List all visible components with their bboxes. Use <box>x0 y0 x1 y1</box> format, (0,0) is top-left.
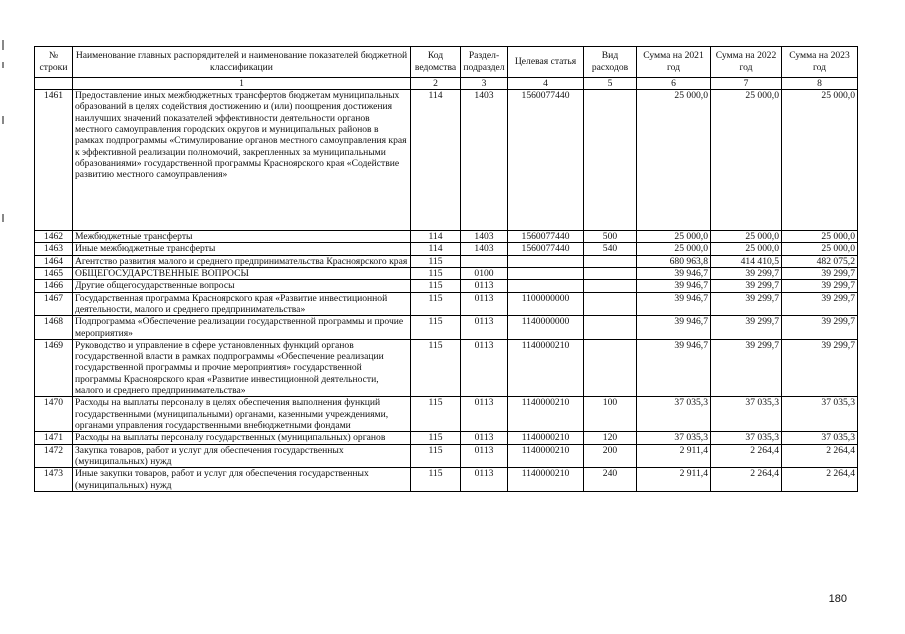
table-row <box>35 397 858 432</box>
table-row <box>35 267 858 279</box>
row-section: 0113 <box>461 397 508 432</box>
row-name: Другие общегосударственные вопросы <box>73 280 411 292</box>
table-row <box>35 90 858 231</box>
row-sum-2023: 25 000,0 <box>782 243 858 255</box>
row-section: 0113 <box>461 339 508 397</box>
row-expense-type: 100 <box>584 397 637 432</box>
column-number: 4 <box>508 78 584 90</box>
row-expense-type <box>584 316 637 340</box>
column-number: 8 <box>782 78 858 90</box>
row-sum-2023: 39 299,7 <box>782 267 858 279</box>
table-row <box>35 316 858 340</box>
row-name: Иные межбюджетные трансферты <box>73 243 411 255</box>
row-name: Иные закупки товаров, работ и услуг для обеспечения государственных (муниципальных) нужд <box>73 468 411 492</box>
row-target-article: 1140000210 <box>508 397 584 432</box>
row-sum-2021: 25 000,0 <box>637 90 711 231</box>
header-name: Наименование главных распорядителей и наименование показателей бюджетной классификации <box>73 47 411 78</box>
row-name: Расходы на выплаты персоналу в целях обеспечения выполнения функций государственными (муниципальными) органами, казенными учреждениями, органами управления государственными внебюджетными фондами <box>73 397 411 432</box>
row-expense-type: 240 <box>584 468 637 492</box>
binding-mark <box>2 116 4 124</box>
row-sum-2022: 37 035,3 <box>711 397 782 432</box>
row-section <box>461 255 508 267</box>
row-number: 1471 <box>35 432 73 444</box>
row-number: 1467 <box>35 292 73 316</box>
row-sum-2023: 2 264,4 <box>782 444 858 468</box>
row-target-article: 1140000210 <box>508 339 584 397</box>
header-sum-2023: Сумма на 2023 год <box>782 47 858 78</box>
header-code: Код ведомства <box>411 47 461 78</box>
column-number: 5 <box>584 78 637 90</box>
row-sum-2021: 37 035,3 <box>637 397 711 432</box>
row-dept-code: 115 <box>411 468 461 492</box>
row-target-article: 1140000210 <box>508 468 584 492</box>
row-number: 1462 <box>35 231 73 243</box>
row-sum-2021: 39 946,7 <box>637 292 711 316</box>
row-target-article: 1560077440 <box>508 243 584 255</box>
row-sum-2021: 2 911,4 <box>637 444 711 468</box>
header-target: Целевая статья <box>508 47 584 78</box>
row-expense-type: 120 <box>584 432 637 444</box>
row-dept-code: 115 <box>411 444 461 468</box>
row-name: Закупка товаров, работ и услуг для обеспечения государственных (муниципальных) нужд <box>73 444 411 468</box>
row-sum-2021: 25 000,0 <box>637 231 711 243</box>
row-target-article: 1140000210 <box>508 432 584 444</box>
table-row <box>35 444 858 468</box>
row-target-article <box>508 280 584 292</box>
row-sum-2023: 25 000,0 <box>782 90 858 231</box>
row-expense-type <box>584 90 637 231</box>
row-section: 0113 <box>461 468 508 492</box>
row-sum-2021: 2 911,4 <box>637 468 711 492</box>
row-sum-2021: 37 035,3 <box>637 432 711 444</box>
row-section: 0113 <box>461 432 508 444</box>
row-section: 0113 <box>461 292 508 316</box>
column-number <box>35 78 73 90</box>
row-dept-code: 115 <box>411 267 461 279</box>
row-expense-type: 200 <box>584 444 637 468</box>
row-expense-type <box>584 280 637 292</box>
row-number: 1464 <box>35 255 73 267</box>
row-number: 1466 <box>35 280 73 292</box>
row-sum-2022: 37 035,3 <box>711 432 782 444</box>
row-target-article <box>508 255 584 267</box>
header-num: № строки <box>35 47 73 78</box>
row-sum-2021: 39 946,7 <box>637 316 711 340</box>
row-name: Руководство и управление в сфере установленных функций органов государственной власти в рамках подпрограммы «Обеспечение реализации государственной программы и прочие мероприятия» государственной программы Красноярского края «Развитие инвестиционной деятельности, малого и среднего предпринимательства» <box>73 339 411 397</box>
row-section: 1403 <box>461 231 508 243</box>
row-name: ОБЩЕГОСУДАРСТВЕННЫЕ ВОПРОСЫ <box>73 267 411 279</box>
row-section: 1403 <box>461 90 508 231</box>
row-number: 1461 <box>35 90 73 231</box>
row-expense-type <box>584 339 637 397</box>
row-sum-2022: 2 264,4 <box>711 468 782 492</box>
row-name: Подпрограмма «Обеспечение реализации государственной программы и прочие мероприятия» <box>73 316 411 340</box>
row-dept-code: 115 <box>411 432 461 444</box>
row-expense-type <box>584 267 637 279</box>
row-section: 0113 <box>461 280 508 292</box>
column-number: 2 <box>411 78 461 90</box>
row-number: 1465 <box>35 267 73 279</box>
row-dept-code: 115 <box>411 292 461 316</box>
column-number: 6 <box>637 78 711 90</box>
row-target-article <box>508 267 584 279</box>
row-sum-2021: 680 963,8 <box>637 255 711 267</box>
row-dept-code: 114 <box>411 231 461 243</box>
row-expense-type <box>584 255 637 267</box>
header-sum-2021: Сумма на 2021 год <box>637 47 711 78</box>
row-dept-code: 115 <box>411 316 461 340</box>
row-number: 1469 <box>35 339 73 397</box>
table-row <box>35 432 858 444</box>
row-name: Расходы на выплаты персоналу государственных (муниципальных) органов <box>73 432 411 444</box>
binding-mark <box>2 214 4 222</box>
row-dept-code: 115 <box>411 339 461 397</box>
row-name: Государственная программа Красноярского края «Развитие инвестиционной деятельности, малого и среднего предпринимательства» <box>73 292 411 316</box>
row-sum-2022: 25 000,0 <box>711 90 782 231</box>
row-section: 0113 <box>461 316 508 340</box>
table-row <box>35 339 858 397</box>
row-sum-2022: 39 299,7 <box>711 339 782 397</box>
row-sum-2022: 414 410,5 <box>711 255 782 267</box>
row-dept-code: 114 <box>411 90 461 231</box>
row-sum-2021: 39 946,7 <box>637 280 711 292</box>
table-row <box>35 468 858 492</box>
row-dept-code: 115 <box>411 397 461 432</box>
row-target-article: 1140000000 <box>508 316 584 340</box>
row-sum-2022: 39 299,7 <box>711 267 782 279</box>
table-row <box>35 255 858 267</box>
row-sum-2023: 2 264,4 <box>782 468 858 492</box>
row-name: Предоставление иных межбюджетных трансфертов бюджетам муниципальных образований в целях содействия достижению и (или) поощрения достижения наилучших значений показателей эффективности деятельности органов местного самоуправления городских округов и муниципальных районов в рамках подпрограммы «Стимулирование органов местного самоуправления края к эффективной реализации полномочий, закрепленных за муниципальными образованиями» государственной программы Красноярского края «Содействие развитию местного самоуправления» <box>73 90 411 231</box>
row-number: 1463 <box>35 243 73 255</box>
row-target-article: 1140000210 <box>508 444 584 468</box>
row-section: 0100 <box>461 267 508 279</box>
row-sum-2022: 2 264,4 <box>711 444 782 468</box>
binding-mark <box>2 40 4 50</box>
row-sum-2023: 37 035,3 <box>782 432 858 444</box>
column-number: 3 <box>461 78 508 90</box>
binding-mark <box>2 62 4 68</box>
row-expense-type: 540 <box>584 243 637 255</box>
row-sum-2023: 39 299,7 <box>782 292 858 316</box>
row-sum-2023: 482 075,2 <box>782 255 858 267</box>
row-sum-2022: 39 299,7 <box>711 292 782 316</box>
row-number: 1472 <box>35 444 73 468</box>
budget-table <box>34 46 858 492</box>
table-header-row <box>35 47 858 78</box>
row-sum-2023: 25 000,0 <box>782 231 858 243</box>
table-row <box>35 231 858 243</box>
table-row <box>35 280 858 292</box>
header-sum-2022: Сумма на 2022 год <box>711 47 782 78</box>
column-number-row <box>35 78 858 90</box>
row-sum-2021: 25 000,0 <box>637 243 711 255</box>
row-name: Межбюджетные трансферты <box>73 231 411 243</box>
row-target-article: 1100000000 <box>508 292 584 316</box>
row-target-article: 1560077440 <box>508 231 584 243</box>
row-sum-2021: 39 946,7 <box>637 339 711 397</box>
row-number: 1468 <box>35 316 73 340</box>
row-sum-2022: 39 299,7 <box>711 316 782 340</box>
column-number: 7 <box>711 78 782 90</box>
row-sum-2022: 25 000,0 <box>711 231 782 243</box>
row-number: 1470 <box>35 397 73 432</box>
row-sum-2023: 39 299,7 <box>782 316 858 340</box>
table-row <box>35 292 858 316</box>
header-section: Раздел- подраздел <box>461 47 508 78</box>
row-dept-code: 114 <box>411 243 461 255</box>
row-sum-2023: 39 299,7 <box>782 280 858 292</box>
page-number: 180 <box>828 593 847 605</box>
column-number: 1 <box>73 78 411 90</box>
row-expense-type <box>584 292 637 316</box>
row-section: 1403 <box>461 243 508 255</box>
row-target-article: 1560077440 <box>508 90 584 231</box>
header-type: Вид расходов <box>584 47 637 78</box>
row-name: Агентство развития малого и среднего предпринимательства Красноярского края <box>73 255 411 267</box>
row-expense-type: 500 <box>584 231 637 243</box>
row-dept-code: 115 <box>411 280 461 292</box>
row-sum-2022: 39 299,7 <box>711 280 782 292</box>
row-dept-code: 115 <box>411 255 461 267</box>
row-sum-2021: 39 946,7 <box>637 267 711 279</box>
row-sum-2023: 37 035,3 <box>782 397 858 432</box>
row-number: 1473 <box>35 468 73 492</box>
row-sum-2022: 25 000,0 <box>711 243 782 255</box>
row-sum-2023: 39 299,7 <box>782 339 858 397</box>
table-row <box>35 243 858 255</box>
row-section: 0113 <box>461 444 508 468</box>
